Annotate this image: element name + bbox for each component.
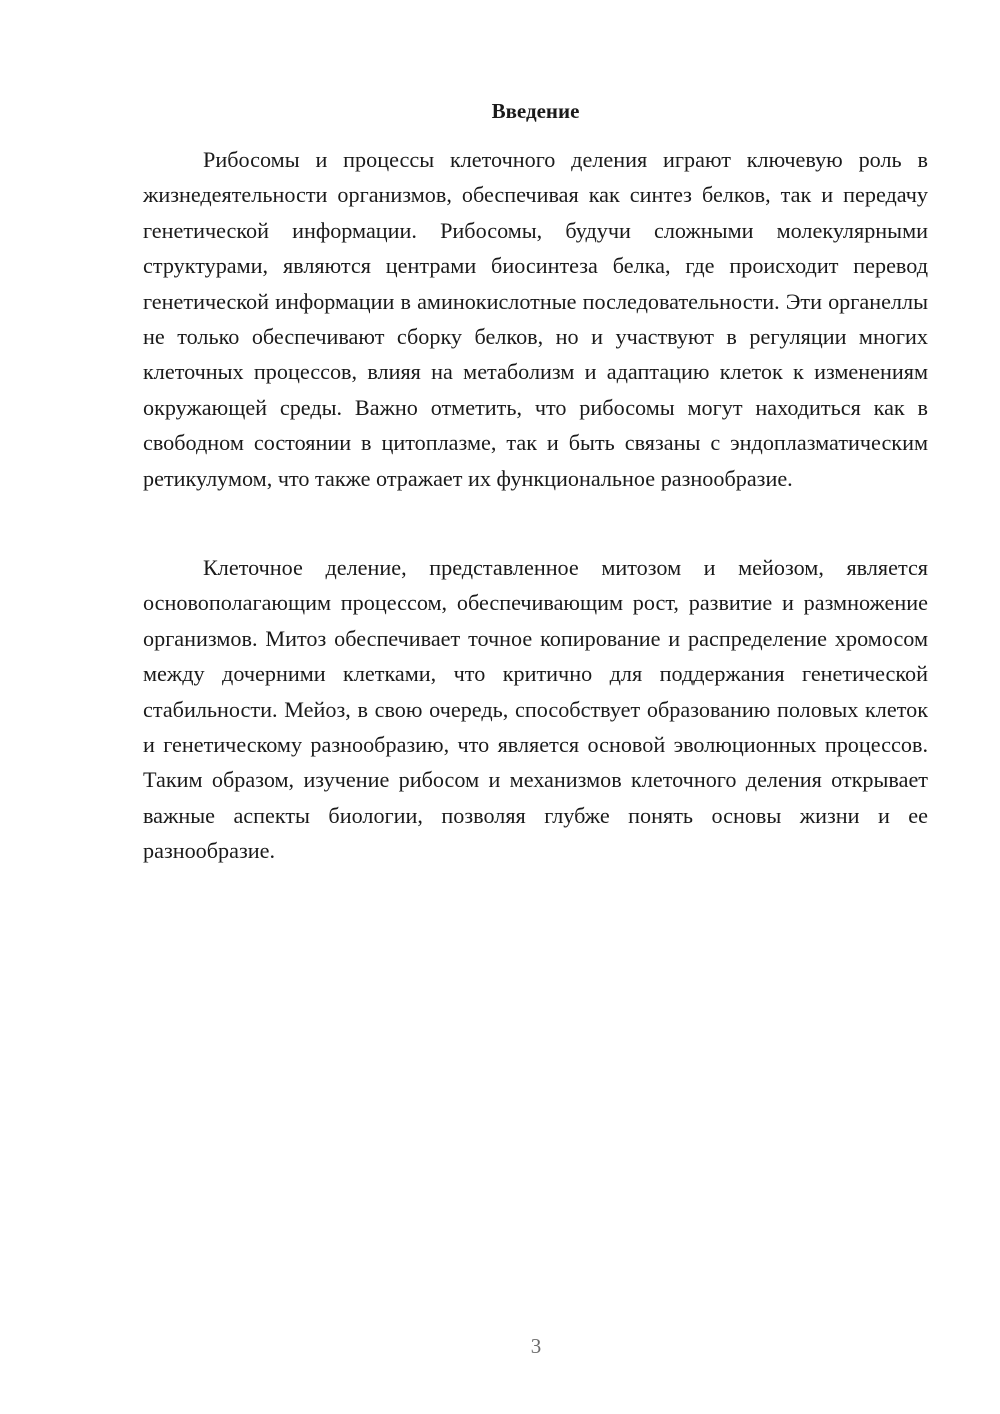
page-number: 3 (530, 1334, 542, 1358)
paragraph-ribosomes: Рибосомы и процессы клеточного деления играют ключевую роль в жизнедеятельности организмов, обеспечивая как синтез белков, так и передачу генетической информации. Рибосомы, будучи сложными молекулярными структурами, являются центрами биосинтеза белка, где происходит перевод генетической информации в аминокислотные последовательности. Эти органеллы не только обеспечивают сборку белков, но и участвуют в регуляции многих клеточных процессов, влияя на метаболизм и адаптацию клеток к изменениям окружающей среды. Важно отметить, что рибосомы могут находиться как в свободном состоянии в цитоплазме, так и быть связаны с эндоплазматическим ретикулумом, что также отражает их функциональное разнообразие. (143, 147, 928, 491)
paragraph-cell-division: Клеточное деление, представленное митозом и мейозом, является основополагающим процессом, обеспечивающим рост, развитие и размножение организмов. Митоз обеспечивает точное копирование и распределение хромосом между дочерними клетками, что критично для поддержания генетической стабильности. Мейоз, в свою очередь, способствует образованию половых клеток и генетическому разнообразию, что является основой эволюционных процессов. Таким образом, изучение рибосом и механизмов клеточного деления открывает важные аспекты биологии, позволяя глубже понять основы жизни и ее разнообразие. (143, 555, 928, 864)
page-title: Введение (491, 99, 580, 123)
